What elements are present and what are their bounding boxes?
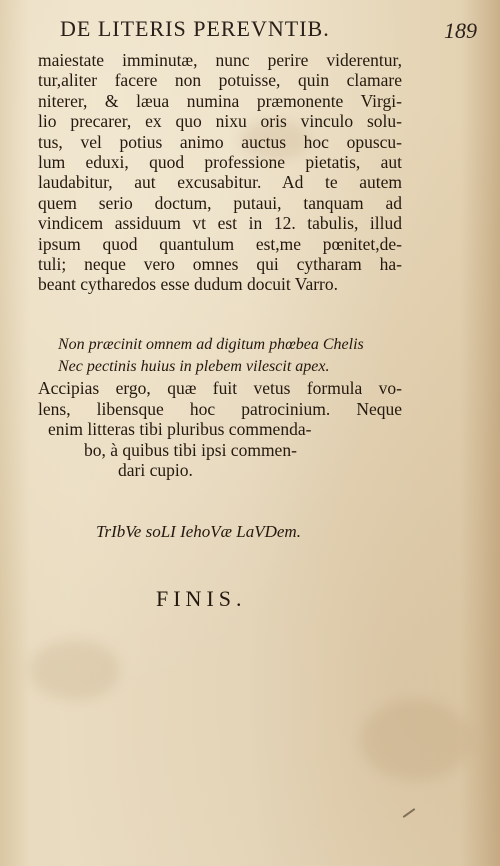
verse-line: Non præcinit omnem ad digitum phœbea Chelis [58, 336, 364, 353]
text-line: bo, à quibus tibi ipsi commen- [84, 439, 297, 460]
page-number: 189 [444, 18, 477, 43]
text-line: laudabitur, aut excusabitur. Ad te autem [38, 172, 402, 193]
finis-colophon: FINIS. [156, 586, 247, 611]
text-line: tur,aliter facere non potuisse, quin clamare [38, 70, 402, 91]
text-line: ipsum quod quantulum est,me pœnitet,de- [38, 233, 402, 254]
verse-quotation [58, 334, 364, 378]
text-line: lens, libensque hoc patrocinium. Neque [38, 398, 402, 419]
text-line: tus, vel potius animo auctus hoc opuscu- [38, 131, 402, 152]
running-title: DE LITERIS PEREVNTIB. [60, 16, 330, 41]
verse-line: Nec pectinis huius in plebem vilescit apex. [58, 358, 330, 375]
text-line: quem serio doctum, putaui, tanquam ad [38, 192, 402, 213]
text-line: niterer, & læua numina præmonente Virgi- [38, 90, 402, 111]
text-line: dari cupio. [118, 460, 193, 481]
paper-stain [30, 640, 120, 700]
chronogram-motto: TrIbVe soLI IehoVæ LaVDem. [96, 522, 301, 541]
text-line: enim litteras tibi pluribus commenda- [48, 419, 312, 440]
text-line: tuli; neque vero omnes qui cytharam ha- [38, 253, 402, 274]
closing-text [38, 378, 402, 481]
paper-stain [360, 700, 470, 780]
text-line: beant cytharedos esse dudum docuit Varro. [38, 274, 339, 295]
body-text [38, 50, 402, 295]
text-line: maiestate imminutæ, nunc perire viderentur, [38, 50, 402, 70]
text-line: vindicem assiduum vt est in 12. tabulis, illud [38, 213, 402, 234]
text-line: Accipias ergo, quæ fuit vetus formula vo- [38, 378, 402, 398]
text-line: lum eduxi, quod professione pietatis, aut [38, 151, 402, 172]
text-line: lio precarer, ex quo nixu oris vinculo solu- [38, 111, 402, 132]
pencil-mark [403, 808, 416, 818]
